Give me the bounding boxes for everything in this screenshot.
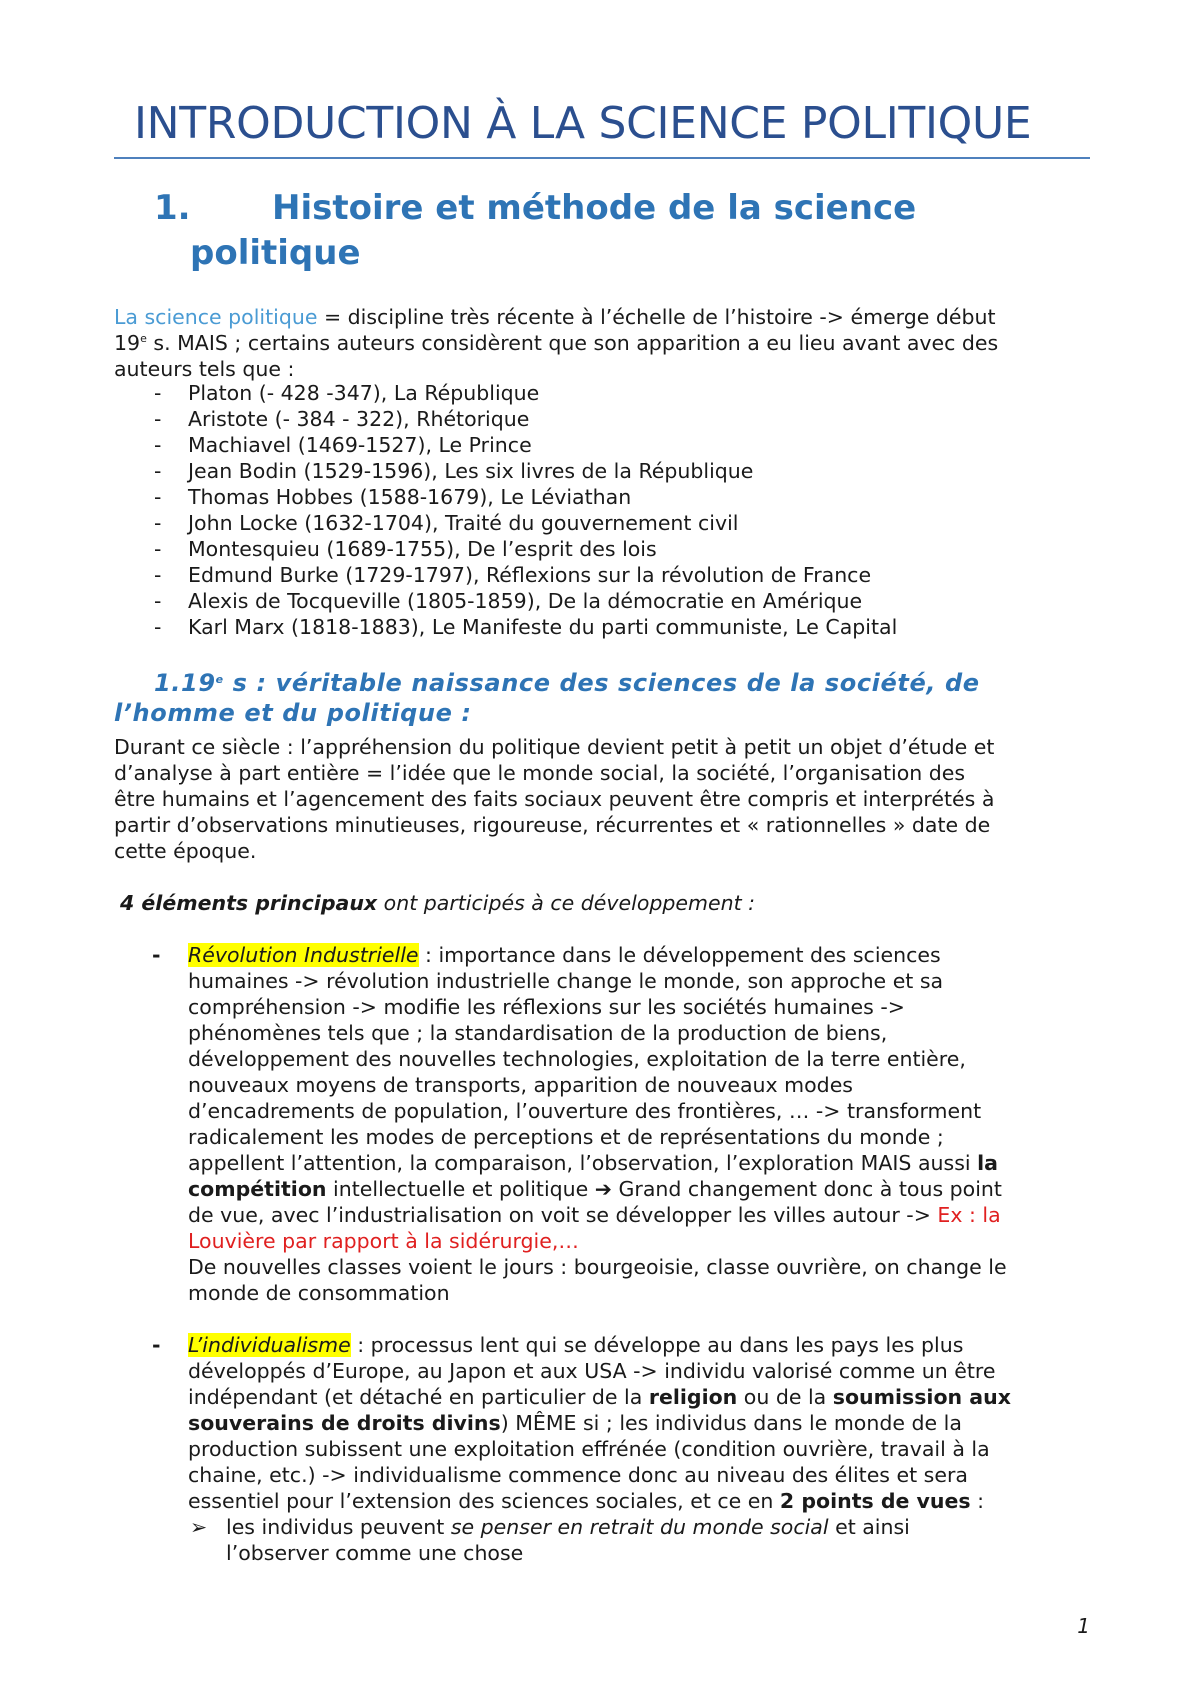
elements-intro-rest: ont participés à ce développement :: [377, 891, 756, 915]
subsection-sup: e: [215, 673, 224, 686]
section-title-line1: Histoire et méthode de la science: [272, 188, 917, 228]
subsection-prefix: 1.19: [154, 669, 216, 697]
elements-intro: [120, 890, 1100, 916]
individualisme-item: - L’individualisme : processus lent qui se développe au dans les pays les plus développés d’Europe, au Japon et aux USA -> individu valorisé comme un être indépendant (et détaché en particulier de la religion ou de la soumission aux souverains de droits divins) MÊME si ; les individus dans le monde de la production subissent une exploitation effrénée (condition ouvrière, travail à la chaine, etc.) -> individualisme commence donc au niveau des élites et sera essentiel pour l’extension des sciences sociales, et ce en 2 points de vues :: [152, 1333, 1011, 1513]
intro-paragraph: [114, 304, 1094, 382]
subsection-line2: l’homme et du politique :: [114, 699, 472, 727]
document-title: INTRODUCTION À LA SCIENCE POLITIQUE: [134, 98, 1032, 149]
list-item: - Jean Bodin (1529-1596), Les six livres de la République: [154, 459, 754, 483]
arrow-icon: ➔: [594, 1177, 612, 1201]
bullet: -: [152, 943, 161, 967]
list-item: - Machiavel (1469-1527), Le Prince: [154, 433, 532, 457]
list-item: - Thomas Hobbes (1588-1679), Le Léviathan: [154, 485, 632, 509]
list-item: - Edmund Burke (1729-1797), Réflexions sur la révolution de France: [154, 563, 872, 587]
list-item: - Alexis de Tocqueville (1805-1859), De la démocratie en Amérique: [154, 589, 863, 613]
section-number: 1.: [154, 188, 191, 228]
section-heading-1: [154, 186, 1054, 276]
century-number: 19: [114, 331, 141, 355]
bullet: -: [152, 1333, 161, 1357]
subsection-heading: [114, 668, 1094, 728]
intro-term: La science politique: [114, 305, 318, 329]
intro-text: = discipline très récente à l’échelle de l’histoire -> émerge début: [317, 305, 996, 329]
sub-point: ➢ les individus peuvent se penser en retrait du monde social et ainsi l’observer comme une chose: [190, 1515, 910, 1565]
list-item: - Platon (- 428 -347), La République: [154, 381, 540, 405]
section-title-line2: politique: [190, 233, 361, 273]
list-item: - Montesquieu (1689-1755), De l’esprit des lois: [154, 537, 657, 561]
authors-list: [154, 380, 897, 640]
durant-paragraph: Durant ce siècle : l’appréhension du politique devient petit à petit un objet d’étude et d’analyse à part entière = l’idée que le monde social, la société, l’organisation des être humains et l’agencement des faits sociaux peuvent être compris et interprétés à partir d’observations minutieuses, rigoureuse, récurrentes et « rationnelles » date de cette époque.: [114, 735, 995, 863]
list-item: - Aristote (- 384 - 322), Rhétorique: [154, 407, 530, 431]
arrowhead-bullet-icon: ➢: [190, 1515, 208, 1539]
page-number: 1: [1077, 1614, 1090, 1638]
title-underline: [114, 157, 1090, 159]
subsection-line1: s : véritable naissance des sciences de la société, de: [223, 669, 980, 697]
intro-line2: s. MAIS ; certains auteurs considèrent que son apparition a eu lieu avant avec des: [146, 331, 999, 355]
century-sup: e: [140, 332, 147, 345]
revolution-term: Révolution Industrielle: [188, 943, 419, 967]
individualisme-term: L’individualisme: [188, 1333, 351, 1357]
list-item: - Karl Marx (1818-1883), Le Manifeste du parti communiste, Le Capital: [154, 615, 898, 639]
elements-intro-bold: 4 éléments principaux: [120, 891, 378, 915]
intro-line3: auteurs tels que :: [114, 357, 295, 381]
revolution-item: - Révolution Industrielle : importance dans le développement des sciences humaines -> révolution industrielle change le monde, son approche et sa compréhension -> modifie les réflexions sur les sociétés humaines -> phénomènes tels que ; la standardisation de la production de biens, développement des nouvelles technologies, exploitation de la terre entière, nouveaux moyens de transports, apparition de nouveaux modes d’encadrements de population, l’ouverture des frontières, … -> transforment radicalement les modes de perceptions et de représentations du monde ; appellent l’attention, la comparaison, l’observation, l’exploration MAIS aussi la compétition intellectuelle et politique ➔ Grand changement donc à tous point de vue, avec l’industrialisation on voit se développer les villes autour -> Ex : la Louvière par rapport à la sidérurgie,… De nouvelles classes voient le jours : bourgeoisie, classe ouvrière, on change le monde de consommation: [152, 943, 1007, 1305]
list-item: - John Locke (1632-1704), Traité du gouvernement civil: [154, 511, 739, 535]
